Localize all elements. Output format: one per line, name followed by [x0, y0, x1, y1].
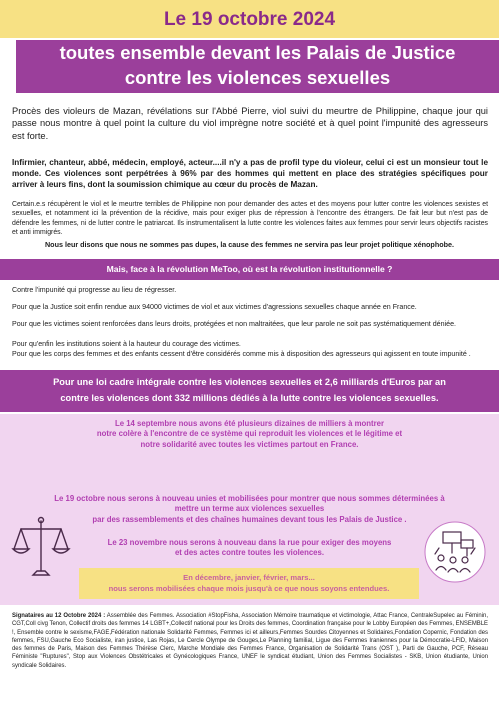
october-text: Le 19 octobre nous serons à nouveau unies et mobilisées pour montrer que nous sommes déterminées à mettre un terme aux violences sexuelles par des rassemblements et des chaînes humaines devant tous les Palais de Justice . [54, 494, 445, 524]
november-text: Le 23 novembre nous serons à nouveau dans la rue pour exiger des moyens et des actes contre toutes les violences. [107, 538, 392, 558]
signatories-list: Assemblée des Femmes. Association #StopFisha, Association Mémoire traumatique et victimologie, Attac France, CentraleSupelec au Féminin, CGT,Coll civg Tenon, Collectif droits des femmes 14 LGBT+,Collectif national pour les Droits des femmes, Coordination française pour le Lobby Européen des Femmes, ENSEMBLE !, Ensemble contre le sexisme,FAGE,Fédération nationale Solidarité Femmes, Femmes ici et ailleurs,Femmes Sourdes Citoyennes et Solidaires,Fondation Copernic, Fondation des femmes, FSU,Gauche Eco Socialiste, iran justice, Las Rojas, Le Cercle Olympe de Gouges,Le Planning familial, Ligue des Femmes Iraniennes pour la Démocratie-LFID, Maison des femmes de Paris, Maison des Femmes Thérèse Clerc, Marche Mondiale des Femmes France, Organisation de Solidarité Trans (OST ), Parti de Gauche, PCF, Réseau Féministe "Ruptures", Stop aux Violences Obstétricales et Gynécologiques France, UNEF le syndicat étudiant, Union des Femmes Socialistes - SKB, Union étudiante, Union syndicale Solidaires. [12, 613, 488, 669]
loi-line-1: Pour une loi cadre intégrale contre les violences sexuelles et 2,6 milliards d'Euros par an [53, 377, 446, 387]
title-line-1: toutes ensemble devant les Palais de Justice [59, 42, 456, 63]
demand-item: Contre l'impunité qui progresse au lieu de régresser. [12, 286, 177, 294]
demand-item: Pour qu'enfin les institutions soient à la hauteur du courage des victimes. [12, 340, 241, 348]
signatories [12, 612, 488, 670]
loi-line-2: contre les violences dont 332 millions dédiés à la lutte contre les violences sexuelles. [60, 393, 439, 403]
profile-paragraph: Infirmier, chanteur, abbé, médecin, employé, acteur....il n'y a pas de profil type du violeur, celui ci est un monsieur tout le monde. Ces violences sont perpétrées à 96% par des hommes qui mettent en place des stratégies spécifiques pour arriver à leurs fins, dont la soumission chimique au cœur du procès de Mazan. [12, 158, 488, 189]
signatories-label: Signataires au 12 Octobre 2024 : [12, 613, 106, 619]
demand-item: Pour que les victimes soient renforcées dans leurs droits, protégées et non maltraitées, que leur parole ne soit pas systématiquement déniée. [12, 320, 456, 328]
dupes-statement: Nous leur disons que nous ne sommes pas dupes, la cause des femmes ne servira pas leur projet politique xénophobe. [44, 240, 454, 249]
demand-item: Pour que la Justice soit enfin rendue aux 94000 victimes de viol et aux victimes d'agressions sexuelles chaque année en France. [12, 303, 417, 311]
event-date: Le 19 octobre 2024 [163, 9, 336, 30]
title-line-2: contre les violences sexuelles [124, 67, 391, 88]
demand-item: Pour que les corps des femmes et des enfants cessent d'être considérés comme mis à disposition des agresseurs qui agissent en toute impunité . [12, 350, 471, 358]
intro-paragraph: Procès des violeurs de Mazan, révélations sur l'Abbé Pierre, viol suivi du meurtre de Philippine, chaque jour qui passe nous montre à quel point la culture du viol imprègne notre société et à quel point l'impunité des agresseurs est forte. [12, 106, 488, 141]
loi-cadre-banner [0, 370, 499, 412]
december-callout: En décembre, janvier, février, mars... nous serons mobilisées chaque mois jusqu'à ce que nous soyons entendues. [79, 568, 419, 599]
scales-of-justice-icon [11, 513, 71, 583]
september-text: Le 14 septembre nous avons été plusieurs dizaines de milliers à montrer notre colère à l'encontre de ce système qui reproduit les violences et le légitime et notre solidarité avec toutes les victimes partout en France. [96, 419, 403, 449]
philippine-paragraph: Certain.e.s récupèrent le viol et le meurtre terribles de Philippine non pour demander des actes et des moyens pour lutter contre les violences sexistes et sexuelles, et notamment ici la prévention de la récidive, mais pour exiger plus de répression à l'encontre des étrangers. De fait leur but n'est pas de défendre les femmes, ni de lutter contre le patriarcat. Ils instrumentalisent la lutte contre les violences faites aux femmes pour servir leurs objectifs racistes et anti immigrés. [12, 201, 488, 237]
protest-crowd-icon [423, 520, 487, 584]
metoo-heading: Mais, face à la révolution MeToo, où est la révolution institutionnelle ? [0, 259, 499, 280]
